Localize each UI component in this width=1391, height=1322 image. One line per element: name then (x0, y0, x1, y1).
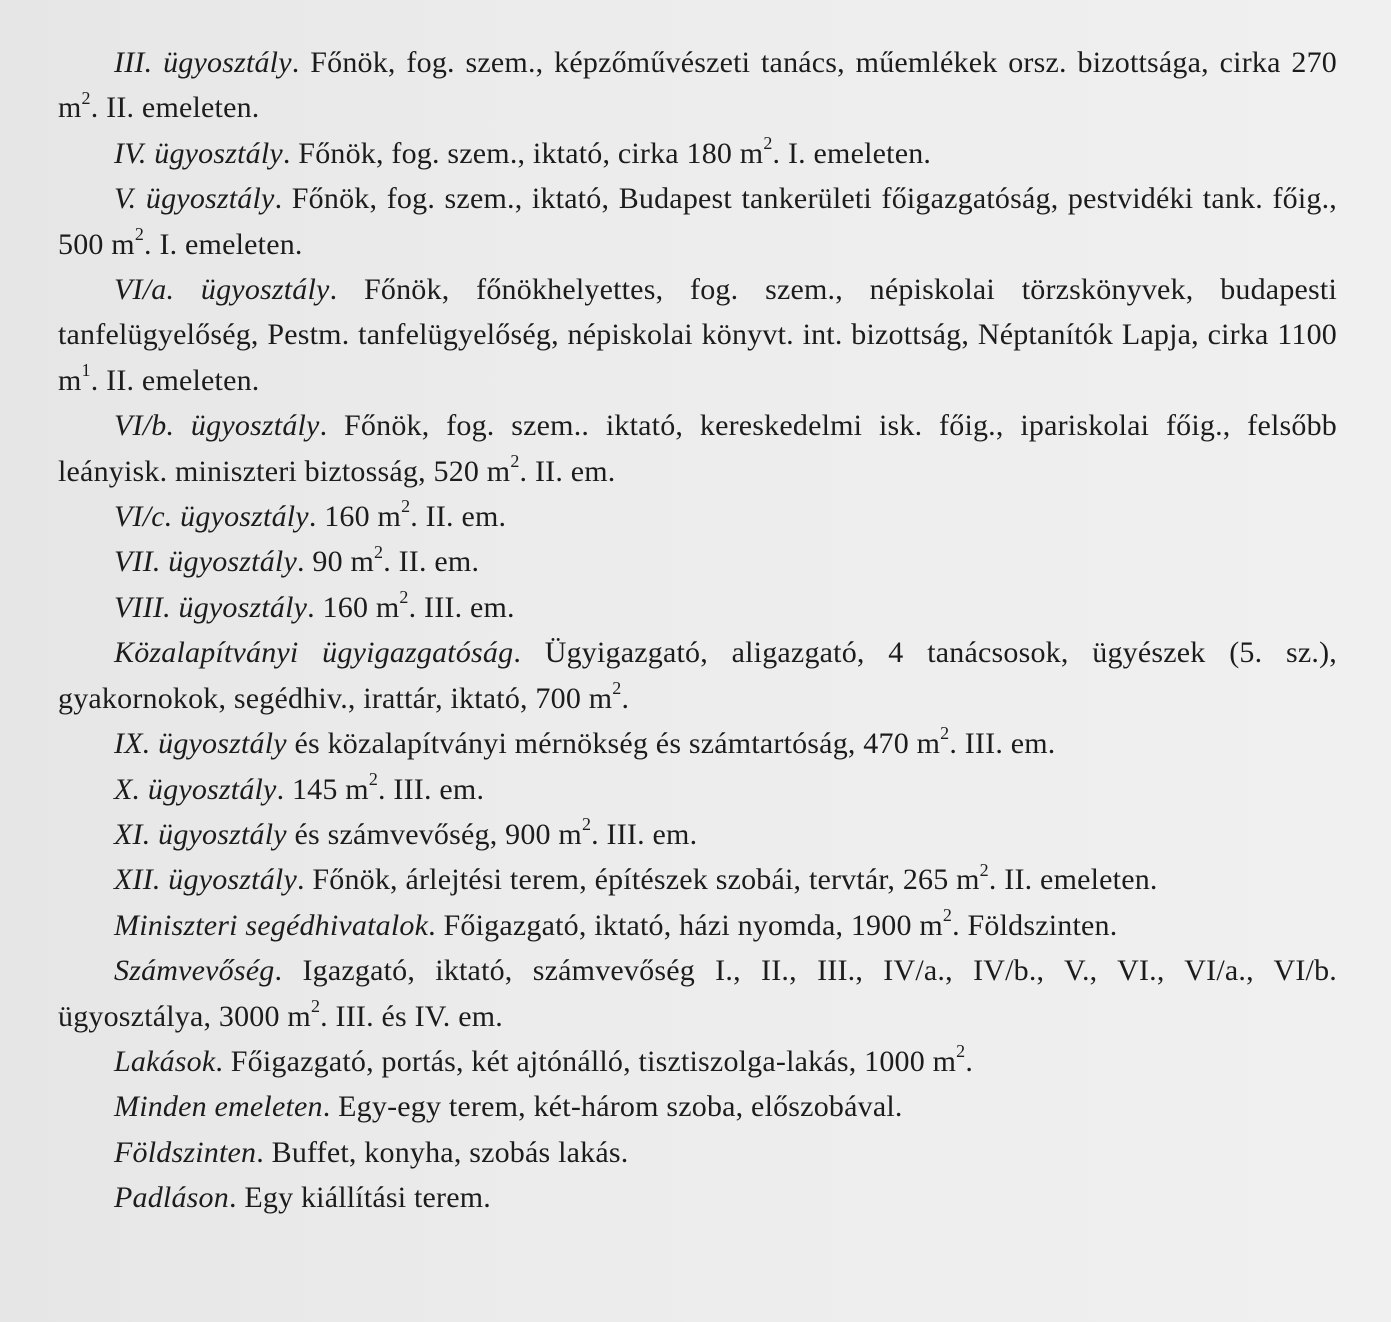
entry-text-end: . III. em. (949, 727, 1056, 761)
entry-superscript: 2 (979, 859, 989, 880)
entry-superscript: 2 (763, 133, 773, 154)
entry-text-end: . (965, 1044, 974, 1078)
entry-text-end: . III. em. (378, 772, 485, 806)
entry-xii-ugyosztaly (58, 857, 1337, 902)
entry-text: . 160 m (308, 500, 402, 534)
entry-text: és közalapítványi mérnökség és számtartóság, 470 m (286, 727, 941, 761)
entry-heading: VI/c. ügyosztály (114, 500, 309, 534)
entry-superscript: 2 (368, 768, 379, 789)
entry-padlason (58, 1175, 1337, 1220)
entry-heading: Lakások (114, 1044, 216, 1078)
entry-superscript: 2 (581, 814, 592, 835)
entry-superscript: 2 (134, 223, 145, 244)
entry-iii-ugyosztaly (58, 40, 1337, 131)
entry-superscript: 2 (81, 87, 91, 108)
entry-vi-c-ugyosztaly (58, 494, 1337, 539)
entry-x-ugyosztaly (58, 767, 1337, 812)
entry-text: . Egy-egy terem, két-három szoba, előszobával. (322, 1090, 903, 1124)
entry-text: . Főigazgató, portás, két ajtónálló, tisztiszolga-lakás, 1000 m (215, 1044, 957, 1078)
entry-text: . Buffet, konyha, szobás lakás. (256, 1135, 629, 1169)
entry-heading: VI/b. ügyosztály (114, 409, 320, 443)
entry-v-ugyosztaly (58, 176, 1337, 267)
entry-text: . Egy kiállítási terem. (228, 1181, 491, 1215)
entry-minden-emeleten (58, 1084, 1337, 1129)
entry-heading: VII. ügyosztály (114, 545, 297, 579)
entry-viii-ugyosztaly (58, 585, 1337, 630)
entry-iv-ugyosztaly (58, 131, 1337, 176)
entry-superscript: 2 (940, 723, 950, 744)
entry-text: . Főigazgató, iktató, házi nyomda, 1900 m (428, 908, 943, 942)
entry-heading: Miniszteri segédhivatalok (114, 908, 429, 942)
entry-text-end: . III. és IV. em. (320, 999, 503, 1033)
entry-heading: Padláson (114, 1181, 229, 1215)
entry-kozalapitvanyi-ugyigazgatosag (58, 630, 1337, 721)
entry-heading: III. ügyosztály (114, 46, 292, 79)
entry-text-end: . I. emeleten. (772, 136, 932, 170)
entry-superscript: 2 (510, 450, 520, 471)
entry-heading: IV. ügyosztály (114, 136, 283, 170)
entry-foldszinten (58, 1130, 1337, 1175)
entry-superscript: 1 (81, 360, 91, 381)
entry-text-end: . II. emeleten. (90, 91, 260, 125)
entry-text: . Főnök, árlejtési terem, építészek szobái, tervtár, 265 m (296, 863, 980, 897)
entry-heading: Számvevőség (114, 954, 275, 988)
entry-text-end: . II. emeleten. (988, 863, 1158, 897)
entry-superscript: 2 (612, 678, 622, 698)
entry-lakasok (58, 1039, 1337, 1084)
entry-superscript: 2 (942, 905, 953, 926)
entry-text: . Ügyigazgató, aligazgató, 4 tanácsosok, ügyészek (5. sz.), gyakornokok, segédhiv., irattár, iktató, 700 m (58, 636, 1337, 715)
entry-heading: V. ügyosztály (114, 182, 275, 216)
entry-heading: XII. ügyosztály (114, 863, 297, 897)
entry-heading: VI/a. ügyosztály (114, 273, 330, 307)
entry-heading: VIII. ügyosztály (114, 590, 308, 624)
entry-superscript: 2 (399, 587, 409, 608)
entry-text-end: . II. em. (383, 545, 480, 579)
entry-heading: Földszinten (114, 1135, 257, 1169)
entry-szamvevoseg (58, 948, 1337, 1039)
entry-text: . 145 m (276, 772, 369, 806)
entry-superscript: 2 (956, 1041, 966, 1062)
entry-text: . Főnök, fog. szem., iktató, cirka 180 m (282, 136, 764, 170)
entry-text-end: . I. emeleten. (144, 227, 303, 261)
entry-superscript: 2 (310, 995, 321, 1016)
entry-heading: X. ügyosztály (114, 772, 277, 806)
entry-miniszteri-segedhivatalok (58, 903, 1337, 948)
entry-text: és számvevőség, 900 m (286, 817, 582, 851)
entry-vii-ugyosztaly (58, 539, 1337, 584)
entry-superscript: 2 (374, 541, 384, 562)
entry-heading: Közalapítványi ügyigazgatóság (114, 636, 514, 670)
entry-text-end: . II. emeleten. (90, 363, 260, 397)
entry-xi-ugyosztaly (58, 812, 1337, 857)
entry-text-end: . III. em. (591, 817, 698, 851)
entry-text: . Főnök, főnökhelyettes, fog. szem., népiskolai törzskönyvek, budapesti tanfelügyelőség, Pestm. tanfelügyelőség, népiskolai könyvt. int. bizottság, Néptanítók Lapja, cirka 1100 m (58, 273, 1337, 397)
entry-text: . Főnök, fog. szem., képzőművészeti tanács, műemlékek orsz. bizottsága, cirka 270 m (58, 46, 1337, 125)
entry-text-end: . II. em. (410, 500, 507, 534)
entry-text: . Igazgató, iktató, számvevőség I., II., III., IV/a., IV/b., V., VI., VI/a., VI/b. ügyosztálya, 3000 m (58, 954, 1337, 1033)
entry-heading: IX. ügyosztály (114, 727, 287, 761)
entry-text: . Főnök, fog. szem., iktató, Budapest tankerületi főigazgatóság, pestvidéki tank. főig., 500 m (58, 182, 1338, 261)
entry-text-end: . II. em. (519, 454, 616, 488)
entry-superscript: 2 (401, 496, 411, 517)
entry-text: . 90 m (296, 545, 375, 579)
entry-ix-ugyosztaly (58, 721, 1337, 766)
entry-vi-b-ugyosztaly (58, 403, 1337, 494)
entry-text-end: . III. em. (408, 590, 515, 624)
entry-text-end: . Földszinten. (952, 908, 1118, 942)
entry-text: . 160 m (307, 590, 400, 624)
entry-vi-a-ugyosztaly (58, 267, 1337, 403)
entry-heading: XI. ügyosztály (114, 817, 287, 851)
entry-heading: Minden emeleten (114, 1090, 323, 1124)
entry-text: . Főnök, fog. szem.. iktató, kereskedelmi isk. főig., ipariskolai főig., felsőbb leányisk. miniszteri biztosság, 520 m (58, 409, 1337, 488)
entry-text-end: . (621, 681, 630, 715)
